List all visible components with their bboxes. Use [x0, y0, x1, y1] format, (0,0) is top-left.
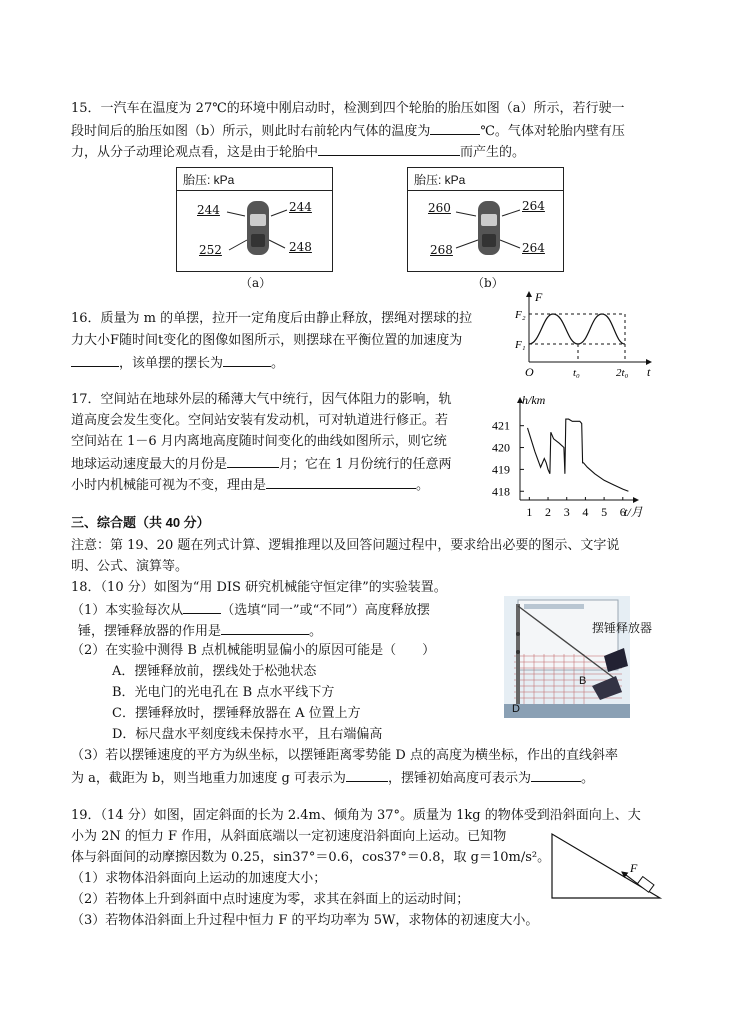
altitude-series-line: [528, 419, 629, 491]
q17-line2: 道高度会发生变化。空间站安装有发动机，可对轨道进行修正。若: [71, 413, 449, 428]
x-tick-label-6: 6: [619, 505, 626, 519]
x-tick-label-5: 5: [601, 505, 608, 519]
q18-sub3-c: ，摆锤初始高度可表示为: [387, 771, 531, 786]
f1-label: F₁: [515, 339, 526, 351]
q18-sub1-line1: [71, 601, 430, 619]
q18-sub3-line2: [71, 769, 594, 787]
q15-line3: [71, 143, 525, 161]
q18-sub1-d: 。: [309, 624, 323, 639]
q18-sub1-a: （1）本实验每次从: [71, 603, 184, 618]
q18-option-a[interactable]: A．摆锤释放前，摆线处于松弛状态: [112, 664, 317, 679]
q17-line5-b: 。: [416, 478, 430, 493]
2t0-label: 2t₀: [616, 367, 629, 379]
tire-a-rear-left: 252: [199, 243, 222, 257]
altitude-axis-label: h/km: [522, 393, 546, 407]
q19-part2: （2）若物体上升到斜面中点时速度为零，求其在斜面上的运动时间；: [71, 892, 470, 907]
f-axis-label: F: [535, 290, 543, 304]
q18-option-b[interactable]: B．光电门的光电孔在 B 点水平线下方: [112, 685, 335, 700]
q18-option-d[interactable]: D．标尺盘水平刻度线未保持水平，且右端偏高: [112, 727, 383, 742]
inclined-plane-diagram: [548, 826, 668, 906]
q15-line2: [71, 122, 625, 140]
point-d-label: D: [512, 703, 520, 715]
q17-line3: 空间站在 1－6 月内离地高度随时间变化的曲线如图所示，则它统: [71, 434, 447, 449]
block-on-incline: [637, 877, 654, 893]
x-tick-label-4: 4: [582, 505, 589, 519]
q18-sub1-b: （选填“同一”或“不同”）高度释放摆: [221, 603, 430, 618]
t-axis-label: t: [647, 365, 651, 379]
origin-label: O: [525, 365, 534, 379]
q17-answer-blank-1[interactable]: [227, 455, 279, 468]
y-tick-label-419: 419: [492, 462, 510, 477]
q19-line1: 19．（14 分）如图，固定斜面的长为 2.4m、倾角为 37°。质量为 1kg 的物体受到沿斜面向上、大: [71, 808, 641, 823]
tire-figure-a-caption: （a）: [240, 276, 272, 290]
y-tick-label-418: 418: [492, 484, 510, 499]
q15-line2-a: 段时间后的胎压如图（b）所示，则此时右前轮内气体的温度为: [71, 124, 431, 139]
q16-answer-blank-2[interactable]: [223, 354, 271, 367]
tire-figure-a: [176, 167, 333, 272]
force-f-label: F: [630, 861, 638, 875]
q15-answer-blank-1[interactable]: [430, 122, 480, 135]
q17-line1: 17．空间站在地球外层的稀薄大气中统行，因气体阻力的影响，轨: [71, 392, 452, 407]
force-curve: [529, 314, 625, 344]
tire-figure-a-title: 胎压: kPa: [183, 173, 235, 187]
q19-part1: （1）求物体沿斜面向上运动的加速度大小；: [71, 871, 327, 886]
q16-line2: 力大小F随时间t变化的图像如图所示，则摆球在平衡位置的加速度为: [71, 333, 463, 348]
q18-answer-blank-1[interactable]: [183, 601, 221, 614]
q16-line1: 16．质量为 m 的单摆，拉开一定角度后由静止释放，摆绳对摆球的拉: [71, 311, 473, 326]
tire-figure-b-title: 胎压: kPa: [414, 173, 466, 187]
section3-note-line2: 明、公式、演算等。: [71, 559, 189, 574]
tire-b-front-left: 260: [428, 201, 451, 215]
q18-answer-blank-4[interactable]: [531, 769, 581, 782]
tire-a-front-left: 244: [197, 203, 220, 217]
q18-sub3-b: 为 a，截距为 b，则当地重力加速度 g 可表示为: [71, 771, 346, 786]
y-tick-label-421: 421: [492, 418, 510, 433]
section3-heading: 三、综合题（共 40 分）: [71, 515, 210, 530]
tire-b-rear-right: 264: [522, 241, 545, 255]
tire-figure-b: [407, 167, 564, 272]
releaser-label: 摆锤释放器: [592, 621, 653, 635]
q15-answer-blank-2[interactable]: [318, 143, 460, 156]
tire-a-front-right: 244: [289, 200, 312, 214]
q17-line4-a: 地球运动速度最大的月份是: [71, 457, 228, 472]
q17-line4: [71, 455, 452, 473]
q18-sub1-line2: [78, 622, 322, 640]
q18-sub3-d: 。: [580, 771, 594, 786]
q16-line3-b: ，该单摆的摆长为: [119, 356, 224, 371]
dis-apparatus-photo: [504, 596, 630, 718]
q17-line4-b: 月；它在 1 月份统行的任意两: [279, 457, 452, 472]
dis-apparatus-drawing: [504, 596, 630, 718]
q16-line3: [71, 354, 284, 372]
q19-part3: （3）若物体沿斜面上升过程中恒力 F 的平均功率为 5W，求物体的初速度大小。: [71, 913, 539, 928]
f2-label: F₂: [515, 309, 526, 321]
tire-b-rear-left: 268: [430, 243, 453, 257]
q15-line3-a: 力，从分子动理论观点看，这是由于轮胎中: [71, 145, 319, 160]
q19-line3: 体与斜面间的动摩擦因数为 0.25，sin37°＝0.6，cos37°＝0.8，取 g＝10m/s²。: [71, 850, 551, 865]
q18-answer-blank-3[interactable]: [346, 769, 388, 782]
orbit-altitude-chart: [484, 392, 656, 522]
x-tick-label-3: 3: [563, 505, 570, 519]
q15-line1: 15．一汽车在温度为 27℃的环境中刚启动时，检测到四个轮胎的胎压如图（a）所示，若行驶一: [71, 101, 625, 116]
y-tick-label-420: 420: [492, 440, 510, 455]
q18-sub1-c: 锤，摆锤释放器的作用是: [78, 624, 222, 639]
q17-answer-blank-2[interactable]: [266, 476, 416, 489]
q18-answer-blank-2[interactable]: [221, 622, 309, 635]
tire-b-front-right: 264: [522, 199, 545, 213]
tire-figure-b-caption: （b）: [472, 276, 504, 290]
q16-force-time-graph: [505, 286, 665, 382]
q18-sub2: （2）在实验中测得 B 点机械能明显偏小的原因可能是（ ）: [71, 643, 436, 658]
q16-answer-blank-1[interactable]: [71, 354, 119, 367]
q18-sub3-line1: （3）若以摆锤速度的平方为纵坐标，以摆锤距离零势能 D 点的高度为横坐标，作出的直线斜率: [71, 748, 618, 763]
point-b-label: B: [579, 675, 587, 687]
q16-line3-c: 。: [271, 356, 285, 371]
month-axis-label: t/月: [624, 505, 643, 519]
q18-line1: 18．（10 分）如图为“用 DIS 研究机械能守恒定律”的实验装置。: [71, 580, 447, 595]
q18-option-c[interactable]: C．摆锤释放时，摆锤释放器在 A 位置上方: [112, 706, 361, 721]
tire-a-rear-right: 248: [289, 240, 312, 254]
q17-line5-a: 小时内机械能可视为不变，理由是: [71, 478, 267, 493]
section3-note-line1: 注意：第 19、20 题在列式计算、逻辑推理以及回答问题过程中，要求给出必要的图示、文字说: [71, 538, 620, 553]
q19-line2: 小为 2N 的恒力 F 作用，从斜面底端以一定初速度沿斜面向上运动。已知物: [71, 829, 507, 844]
x-tick-label-2: 2: [545, 505, 552, 519]
q15-line3-b: 而产生的。: [460, 145, 526, 160]
x-tick-label-1: 1: [526, 505, 533, 519]
t0-label: t₀: [573, 367, 580, 379]
q15-line2-b: ℃。气体对轮胎内壁有压: [480, 124, 625, 139]
q17-line5: [71, 476, 429, 494]
